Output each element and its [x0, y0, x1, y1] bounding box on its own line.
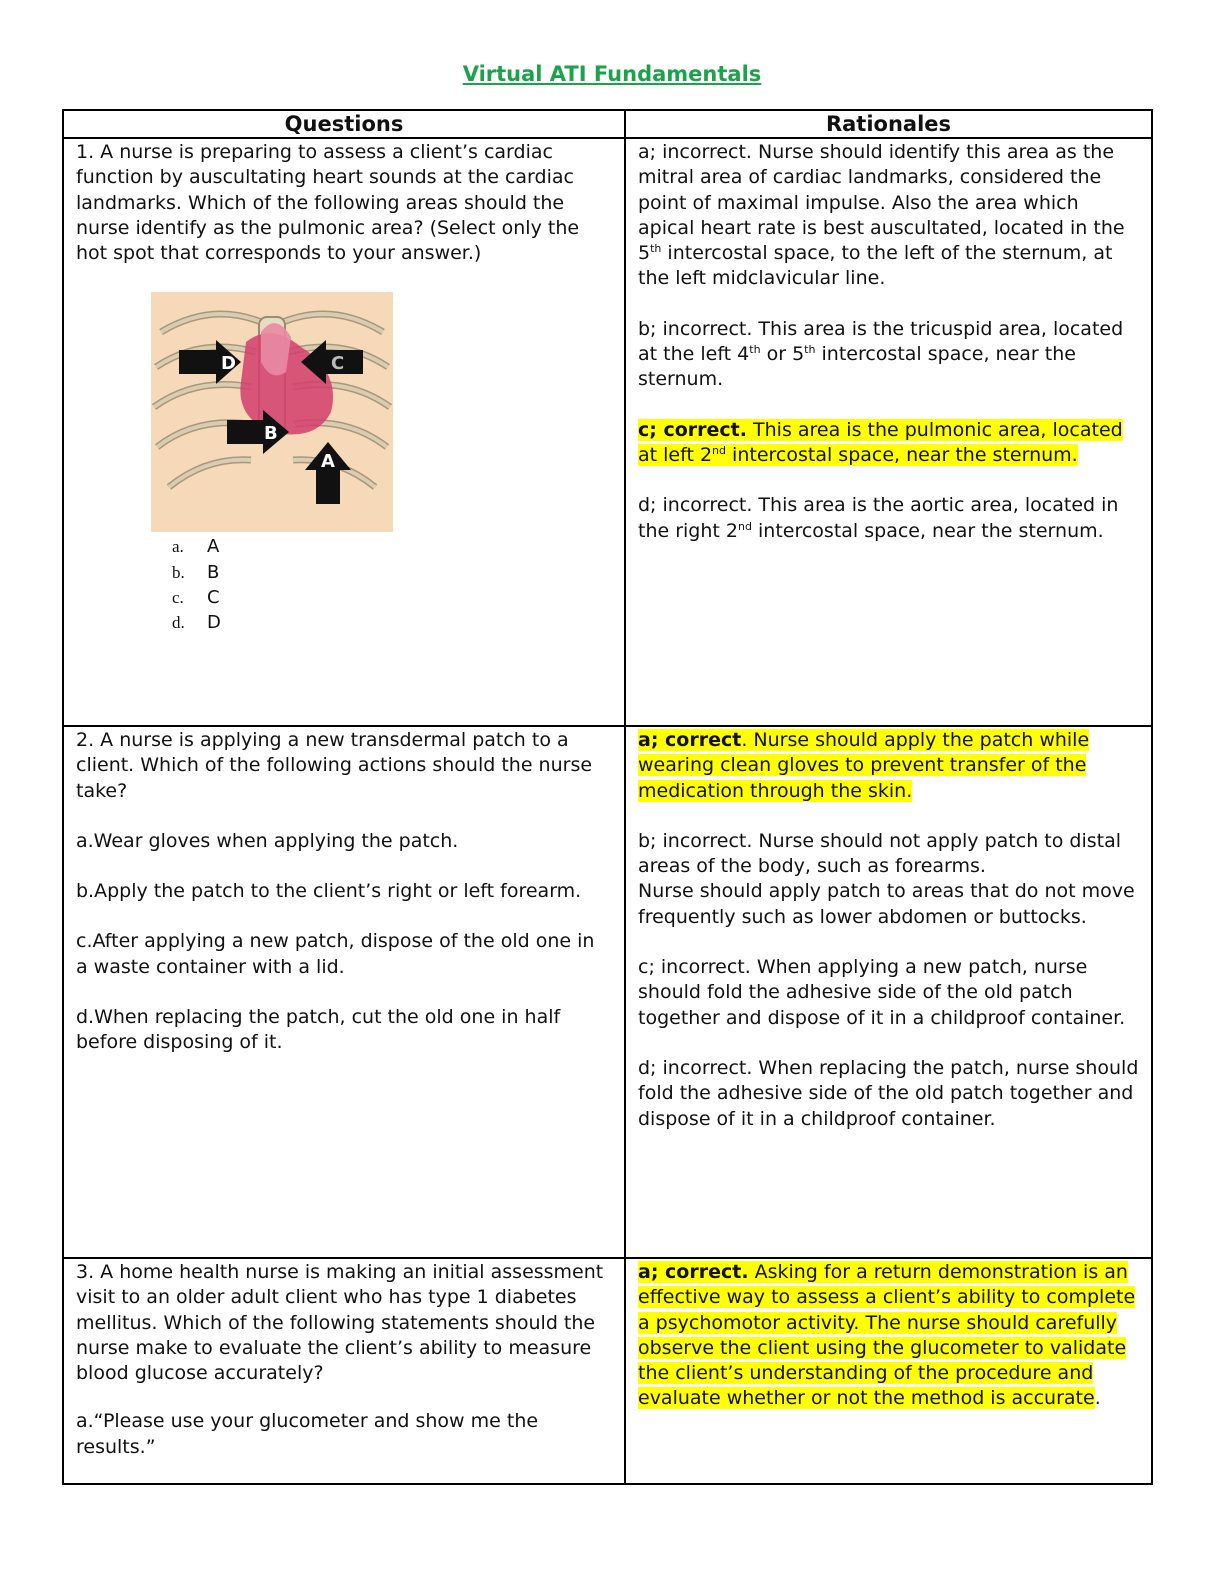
option-c[interactable]: c. C	[172, 587, 220, 609]
option-a[interactable]: a. A	[172, 536, 220, 558]
option-d[interactable]: d.When replacing the patch, cut the old one in half before disposing of it.	[76, 1006, 561, 1054]
header-row	[63, 110, 1152, 138]
question-row-3	[63, 1258, 1152, 1484]
rationale-d: d; incorrect. This area is the aortic area, located in the right 2nd intercostal space, near the sternum.	[638, 494, 1119, 542]
rationale-a-correct: a; correct. Asking for a return demonstration is an effective way to assess a client’s ability to complete a psychomotor activity. The nurse should carefully observe the client using the glucometer to validate the client’s understanding of the procedure and evaluate whether or not the method is accurate.	[638, 1261, 1136, 1410]
question-row-1	[63, 138, 1152, 726]
question-text: 1. A nurse is preparing to assess a client’s cardiac function by auscultating heart sounds at the cardiac landmarks. Which of the following areas should the nurse identify as the pulmonic area? (Select only the hot spot that corresponds to your answer.)	[76, 141, 580, 265]
chest-diagram-image	[151, 292, 393, 532]
option-b[interactable]: b. B	[172, 561, 220, 583]
rationales-header: Rationales	[625, 110, 1152, 138]
cardiac-landmarks-figure	[151, 292, 393, 532]
rationale-d: d; incorrect. When replacing the patch, nurse should fold the adhesive side of the old patch together and dispose of it in a childproof container.	[638, 1056, 1139, 1130]
rationale-c: c; incorrect. When applying a new patch, nurse should fold the adhesive side of the old patch together and dispose of it in a childproof container.	[638, 956, 1126, 1029]
rationale-a: a; incorrect. Nurse should identify this area as the mitral area of cardiac landmarks, considered the point of maximal impulse. Also the area which apical heart rate is best auscultated, located in the 5th intercostal space, to the left of the sternum, at the left midclavicular line.	[638, 141, 1125, 290]
answer-options	[172, 534, 612, 635]
question-cell-2	[63, 726, 625, 1258]
question-cell-3	[63, 1258, 625, 1484]
document-title: Virtual ATI Fundamentals	[462, 62, 762, 86]
svg-text:B: B	[264, 423, 278, 445]
question-cell-1	[63, 138, 625, 726]
option-c[interactable]: c.After applying a new patch, dispose of the old one in a waste container with a lid.	[76, 930, 595, 978]
rationale-cell-2	[625, 726, 1152, 1258]
rationale-c-correct: c; correct. This area is the pulmonic area, located at left 2nd intercostal space, near the sternum.	[638, 418, 1123, 466]
option-b[interactable]: b.Apply the patch to the client’s right or left forearm.	[76, 880, 582, 903]
option-d[interactable]: d. D	[172, 612, 221, 634]
rationale-b: b; incorrect. Nurse should not apply patch to distal areas of the body, such as forearms.	[638, 829, 1121, 878]
svg-text:A: A	[321, 451, 335, 473]
qa-table	[62, 109, 1153, 1485]
svg-text:C: C	[331, 353, 345, 375]
questions-header: Questions	[63, 110, 625, 138]
question-row-2	[63, 726, 1152, 1258]
rationale-cell-1	[625, 138, 1152, 726]
rationale-b-note: Nurse should apply patch to areas that do not move frequently such as lower abdomen or buttocks.	[638, 880, 1135, 928]
option-a[interactable]: a.“Please use your glucometer and show me the results.”	[76, 1410, 539, 1458]
question-text: 3. A home health nurse is making an initial assessment visit to an older adult client who has type 1 diabetes mellitus. Which of the following statements should the nurse make to evaluate the client’s ability to measure blood glucose accurately?	[76, 1261, 604, 1385]
rationale-b: b; incorrect. This area is the tricuspid area, located at the left 4th or 5th intercostal space, near the sternum.	[638, 317, 1124, 391]
option-a[interactable]: a.Wear gloves when applying the patch.	[76, 829, 459, 852]
rationale-a-correct: a; correct. Nurse should apply the patch while wearing clean gloves to prevent transfer of the medication through the skin.	[638, 729, 1090, 802]
svg-text:D: D	[221, 353, 236, 375]
rationale-cell-3	[625, 1258, 1152, 1484]
question-text: 2. A nurse is applying a new transdermal patch to a client. Which of the following actions should the nurse take?	[76, 729, 593, 802]
